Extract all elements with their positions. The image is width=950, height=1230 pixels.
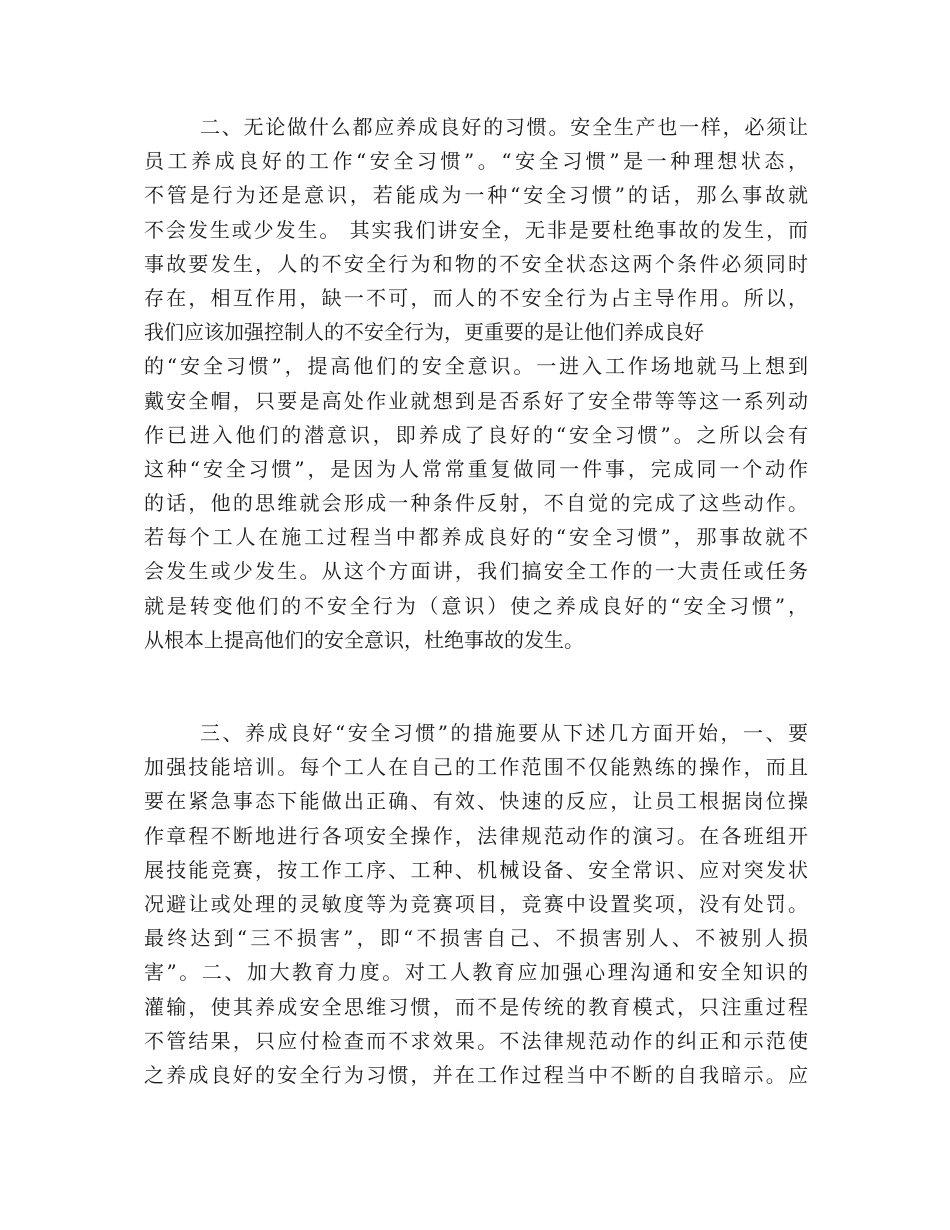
paragraph-line: 的“安全习惯”，提高他们的安全意识。一进入工作场地就马上想到 (144, 354, 808, 379)
paragraph-line: 要在紧急事态下能做出正确、有效、快速的反应，让员工根据岗位操 (144, 789, 808, 814)
paragraph-line: 不管结果，只应付检查而不求效果。不法律规范动作的纠正和示范使 (144, 1028, 808, 1053)
paragraph-line: 员工养成良好的工作“安全习惯”。“安全习惯”是一种理想状态， (144, 149, 808, 174)
paragraph-line: 我们应该加强控制人的不安全行为，更重要的是让他们养成良好 (144, 320, 704, 345)
paragraph-line: 存在，相互作用，缺一不可，而人的不安全行为占主导作用。所以， (144, 285, 808, 310)
paragraph-line: 就是转变他们的不安全行为（意识）使之养成良好的“安全习惯”， (144, 593, 808, 618)
paragraph-line: 若每个工人在施工过程当中都养成良好的“安全习惯”，那事故就不 (144, 525, 808, 550)
paragraph-line: 加强技能培训。每个工人在自己的工作范围不仅能熟练的操作，而且 (144, 755, 808, 780)
paragraph-line: 二、无论做什么都应养成良好的习惯。安全生产也一样，必须让 (200, 115, 808, 139)
paragraph-line: 况避让或处理的灵敏度等为竞赛项目，竞赛中设置奖项，没有处罚。 (144, 891, 808, 916)
paragraph-line: 不会发生或少发生。 其实我们讲安全，无非是要杜绝事故的发生，而 (144, 217, 808, 242)
paragraph-line: 灌输，使其养成安全思维习惯，而不是传统的教育模式，只注重过程 (144, 994, 808, 1019)
paragraph-safety-habits (144, 110, 808, 657)
paragraph-line: 展技能竞赛，按工作工序、工种、机械设备、安全常识、应对突发状 (144, 857, 808, 882)
paragraph-line: 从根本上提高他们的安全意识，杜绝事故的发生。 (144, 627, 584, 652)
paragraph-line: 作章程不断地进行各项安全操作，法律规范动作的演习。在各班组开 (144, 823, 808, 848)
paragraph-line: 三、养成良好“安全习惯”的措施要从下述几方面开始，一、要 (200, 721, 808, 745)
paragraph-habit-measures (144, 716, 808, 1092)
paragraph-line: 会发生或少发生。从这个方面讲，我们搞安全工作的一大责任或任务 (144, 559, 808, 584)
paragraph-line: 戴安全帽，只要是高处作业就想到是否系好了安全带等等这一系列动 (144, 388, 808, 413)
paragraph-line: 不管是行为还是意识，若能成为一种“安全习惯”的话，那么事故就 (144, 183, 808, 208)
paragraph-line: 害”。二、加大教育力度。对工人教育应加强心理沟通和安全知识的 (144, 960, 808, 985)
paragraph-line: 的话，他的思维就会形成一种条件反射，不自觉的完成了这些动作。 (144, 491, 808, 516)
paragraph-line: 之养成良好的安全行为习惯，并在工作过程当中不断的自我暗示。应 (144, 1062, 808, 1087)
paragraph-line: 这种“安全习惯”，是因为人常常重复做同一件事，完成同一个动作 (144, 456, 808, 481)
paragraph-line: 作已进入他们的潜意识，即养成了良好的“安全习惯”。之所以会有 (144, 422, 808, 447)
paragraph-line: 事故要发生，人的不安全行为和物的不安全状态这两个条件必须同时 (144, 251, 808, 276)
paragraph-line: 最终达到“三不损害”，即“不损害自己、不损害别人、不被别人损 (144, 926, 808, 951)
